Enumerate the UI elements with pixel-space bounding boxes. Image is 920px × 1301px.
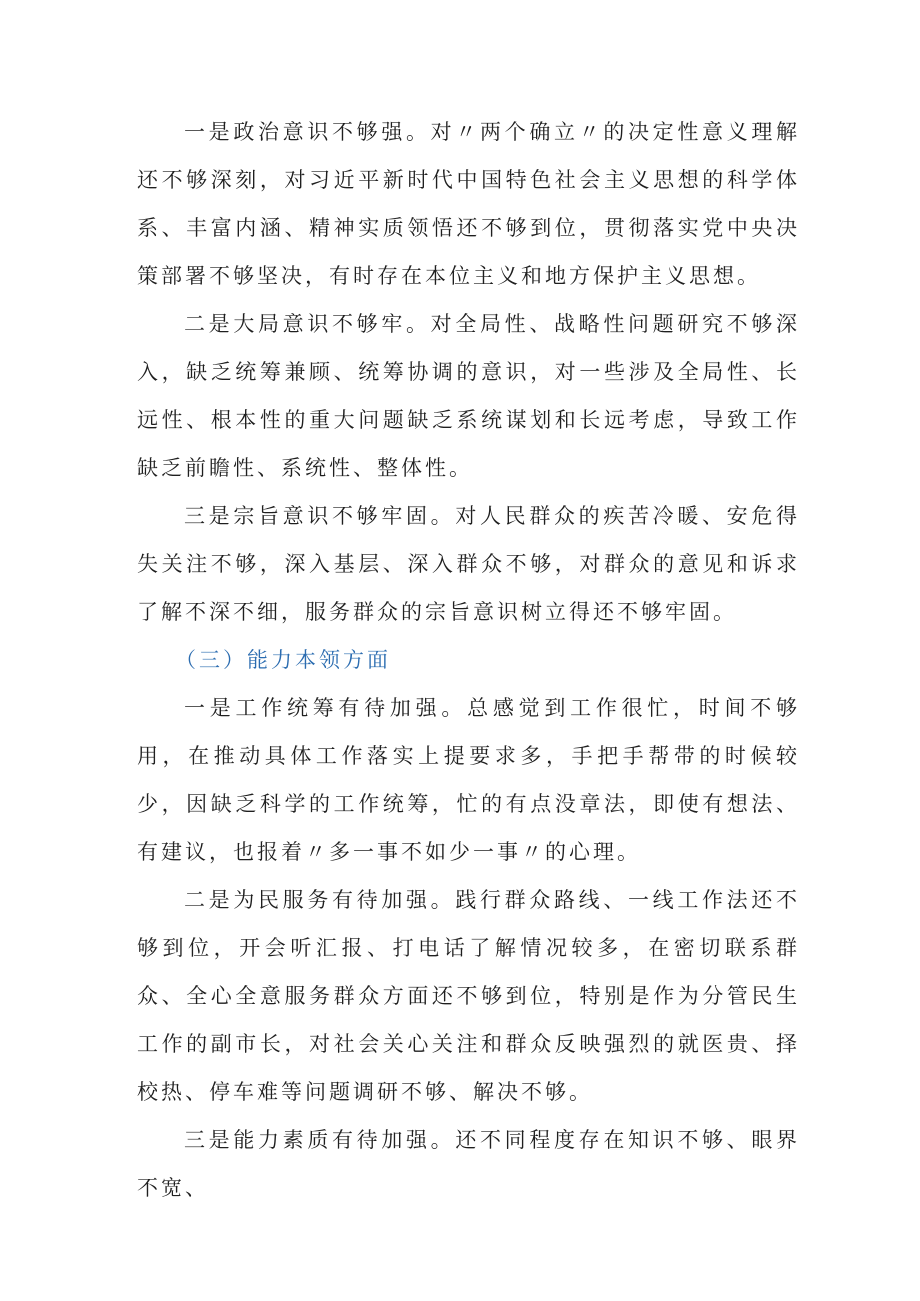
paragraph-purpose-awareness: 三是宗旨意识不够牢固。对人民群众的疾苦冷暖、安危得失关注不够，深入基层、深入群众不够，对群众的意见和诉求了解不深不细，服务群众的宗旨意识树立得还不够牢固。 <box>137 504 800 624</box>
paragraph-overall-awareness: 二是大局意识不够牢。对全局性、战略性问题研究不够深入，缺乏统筹兼顾、统筹协调的意识，对一些涉及全局性、长远性、根本性的重大问题缺乏系统谋划和长远考虑，导致工作缺乏前瞻性、系统性、整体性。 <box>137 312 800 480</box>
paragraph-ability-quality: 三是能力素质有待加强。还不同程度存在知识不够、眼界不宽、 <box>137 1128 800 1200</box>
paragraph-political-awareness: 一是政治意识不够强。对〃两个确立〃的决定性意义理解还不够深刻，对习近平新时代中国特色社会主义思想的科学体系、丰富内涵、精神实质领悟还不够到位，贯彻落实党中央决策部署不够坚决，有时存在本位主义和地方保护主义思想。 <box>137 120 800 288</box>
paragraph-work-coordination: 一是工作统筹有待加强。总感觉到工作很忙，时间不够用，在推动具体工作落实上提要求多，手把手帮带的时候较少，因缺乏科学的工作统筹，忙的有点没章法，即使有想法、有建议，也报着〃多一事不如少一事〃的心理。 <box>137 696 800 864</box>
paragraph-serving-people: 二是为民服务有待加强。践行群众路线、一线工作法还不够到位，开会听汇报、打电话了解情况较多，在密切联系群众、全心全意服务群众方面还不够到位，特别是作为分管民生工作的副市长，对社会关心关注和群众反映强烈的就医贵、择校热、停车难等问题调研不够、解决不够。 <box>137 888 800 1104</box>
document-body <box>137 108 800 1212</box>
section-heading-ability: （三）能力本领方面 <box>175 648 391 672</box>
